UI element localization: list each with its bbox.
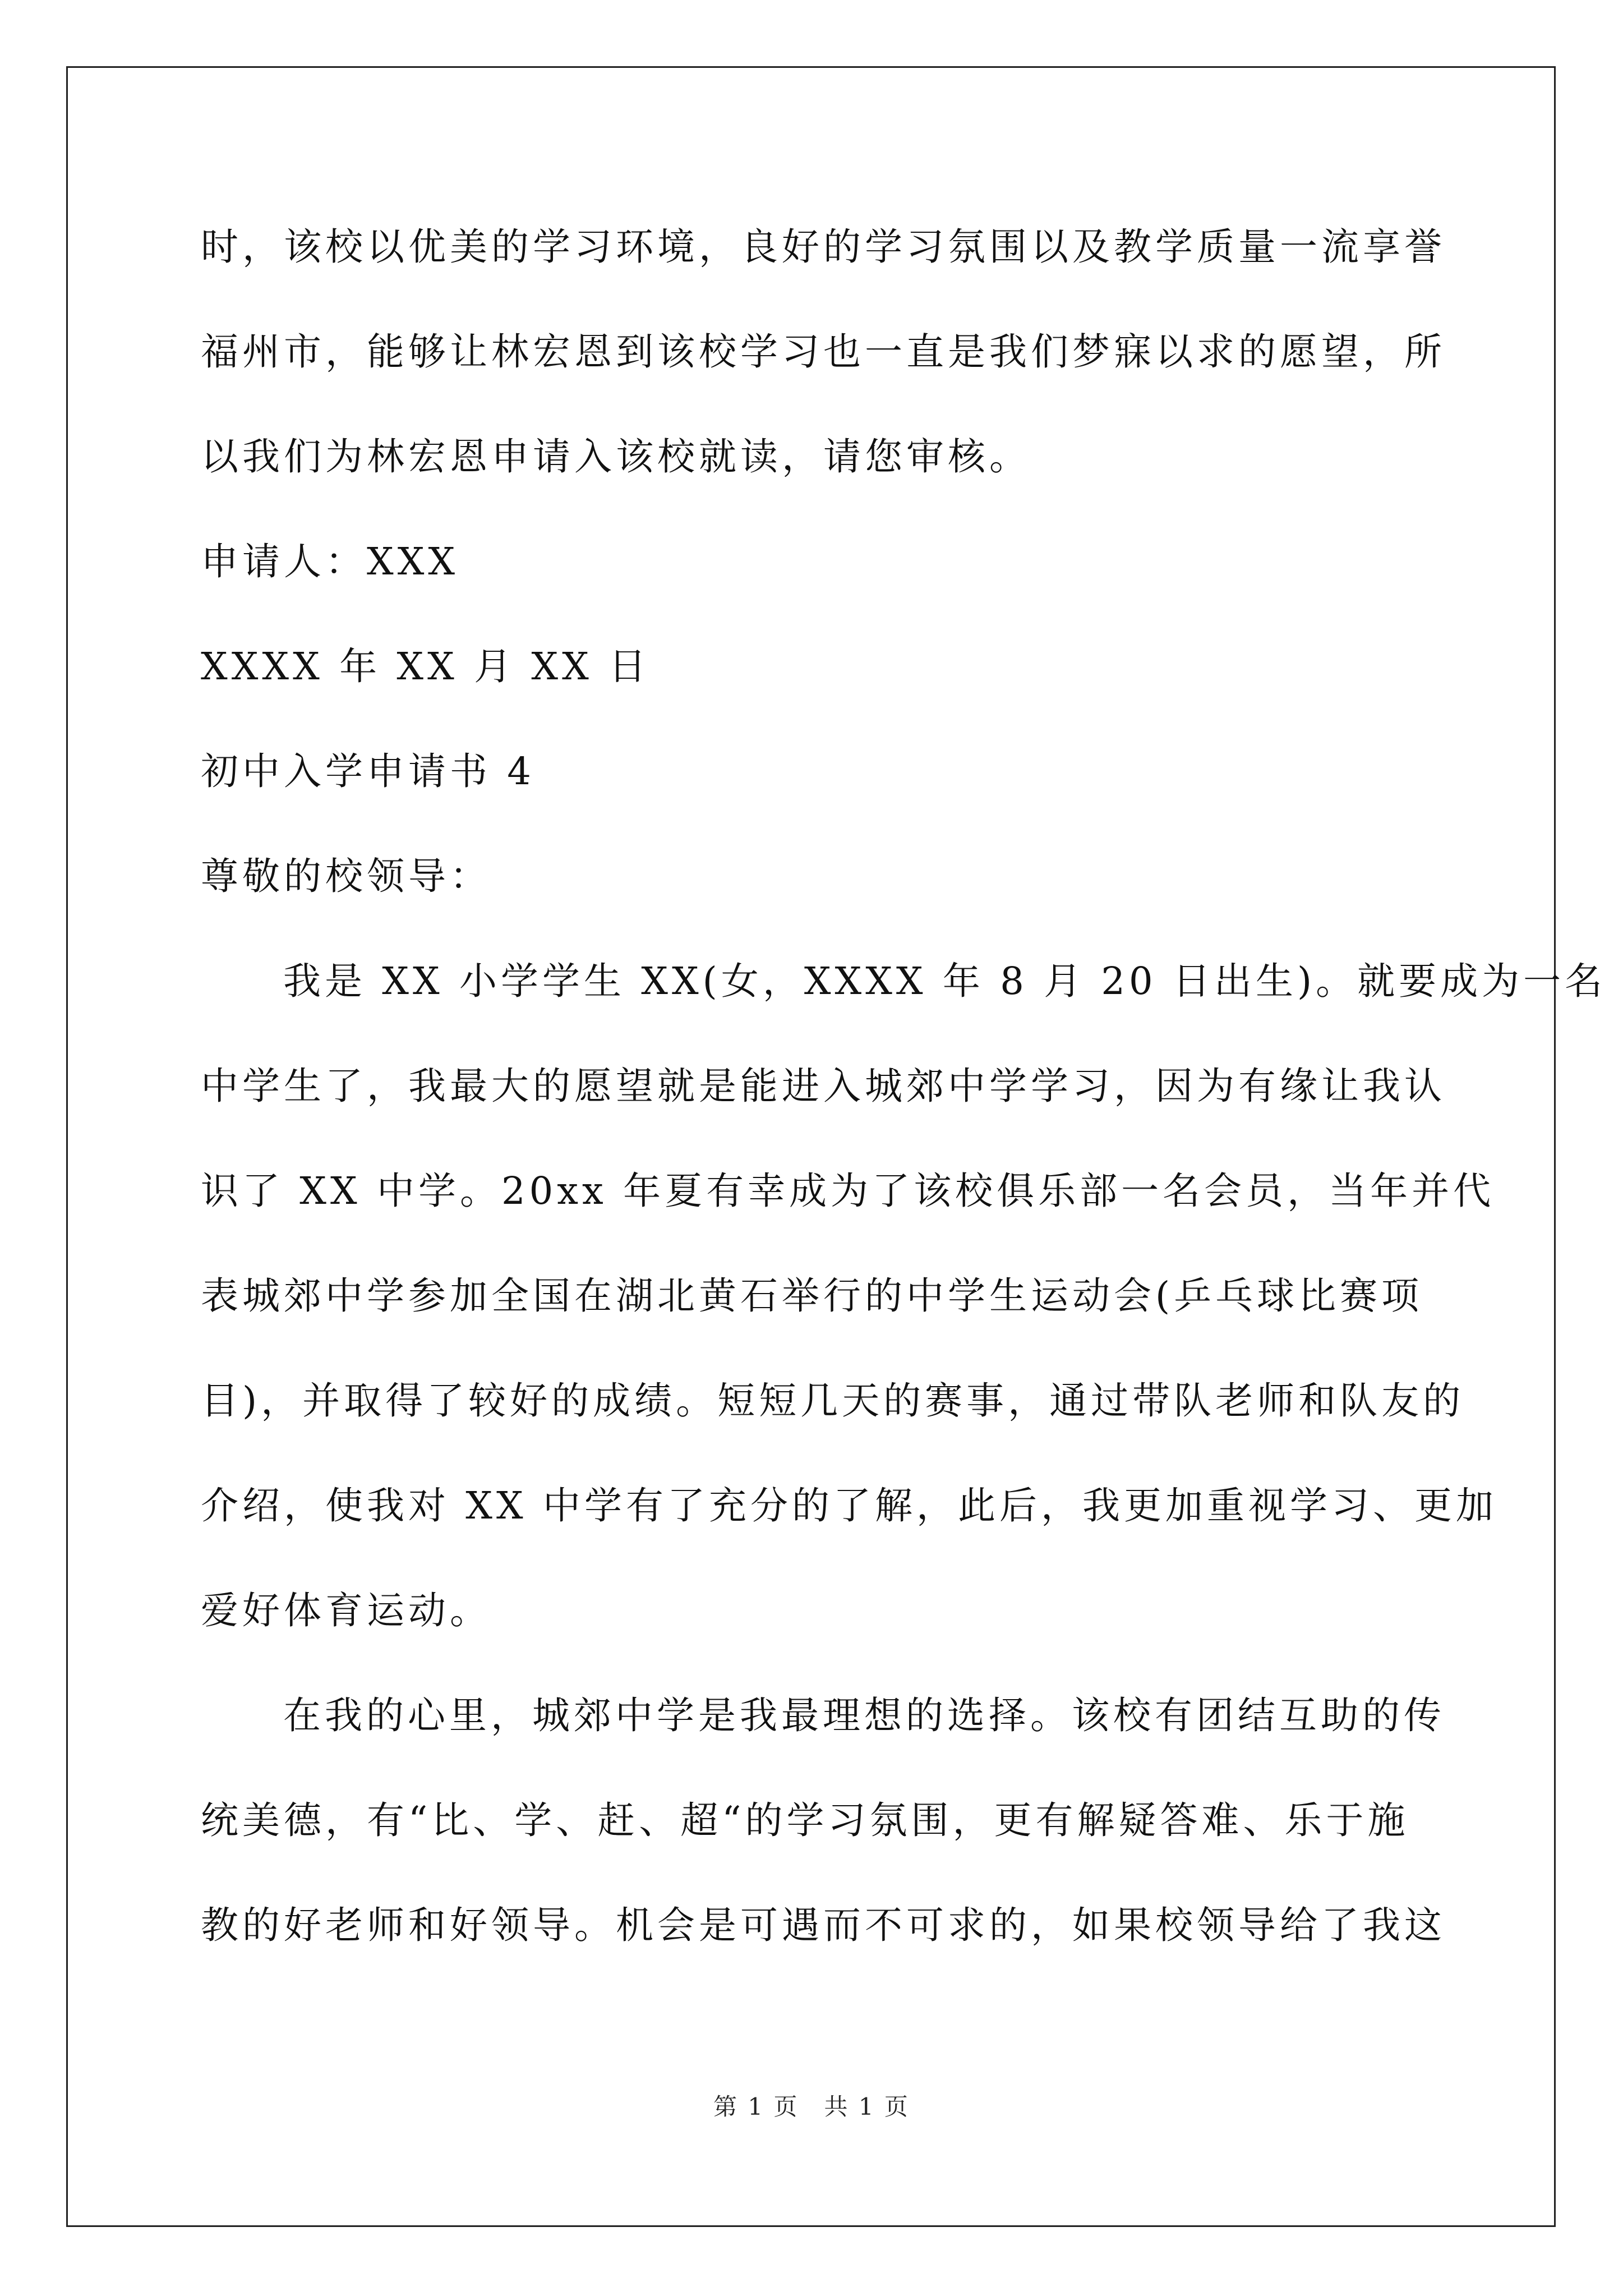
text-line-2: 福州市，能够让林宏恩到该校学习也一直是我们梦寐以求的愿望，所	[201, 330, 1446, 374]
text-line-8: 我是 XX 小学学生 XX(女，XXXX 年 8 月 20 日出生)。就要成为一名	[283, 959, 1607, 1003]
text-line-1: 时，该校以优美的学习环境，良好的学习氛围以及教学质量一流享誉	[201, 225, 1446, 269]
text-line-15: 在我的心里，城郊中学是我最理想的选择。该校有团结互助的传	[283, 1694, 1445, 1737]
text-line-12: 目)，并取得了较好的成绩。短短几天的赛事，通过带队老师和队友的	[201, 1379, 1465, 1423]
date-line: XXXX 年 XX 月 XX 日	[201, 645, 651, 688]
text-line-9: 中学生了，我最大的愿望就是能进入城郊中学学习，因为有缘让我认	[201, 1064, 1446, 1108]
salutation: 尊敬的校领导：	[201, 854, 491, 898]
section-title: 初中入学申请书 4	[201, 749, 535, 793]
text-line-17: 教的好老师和好领导。机会是可遇而不可求的，如果校领导给了我这	[201, 1903, 1446, 1947]
text-line-11: 表城郊中学参加全国在湖北黄石举行的中学生运动会(乒乓球比赛项	[201, 1274, 1423, 1318]
text-line-3: 以我们为林宏恩申请入该校就读，请您审核。	[201, 435, 1031, 478]
applicant-line: 申请人：XXX	[201, 540, 459, 583]
text-line-16: 统美德，有“比、学、赶、超“的学习氛围，更有解疑答难、乐于施	[201, 1798, 1409, 1842]
page-footer: 第 1 页 共 1 页	[713, 2093, 910, 2120]
text-line-13: 介绍，使我对 XX 中学有了充分的了解，此后，我更加重视学习、更加	[201, 1484, 1497, 1527]
text-line-14: 爱好体育运动。	[201, 1589, 491, 1632]
text-line-10: 识了 XX 中学。20xx 年夏有幸成为了该校俱乐部一名会员，当年并代	[201, 1169, 1495, 1213]
